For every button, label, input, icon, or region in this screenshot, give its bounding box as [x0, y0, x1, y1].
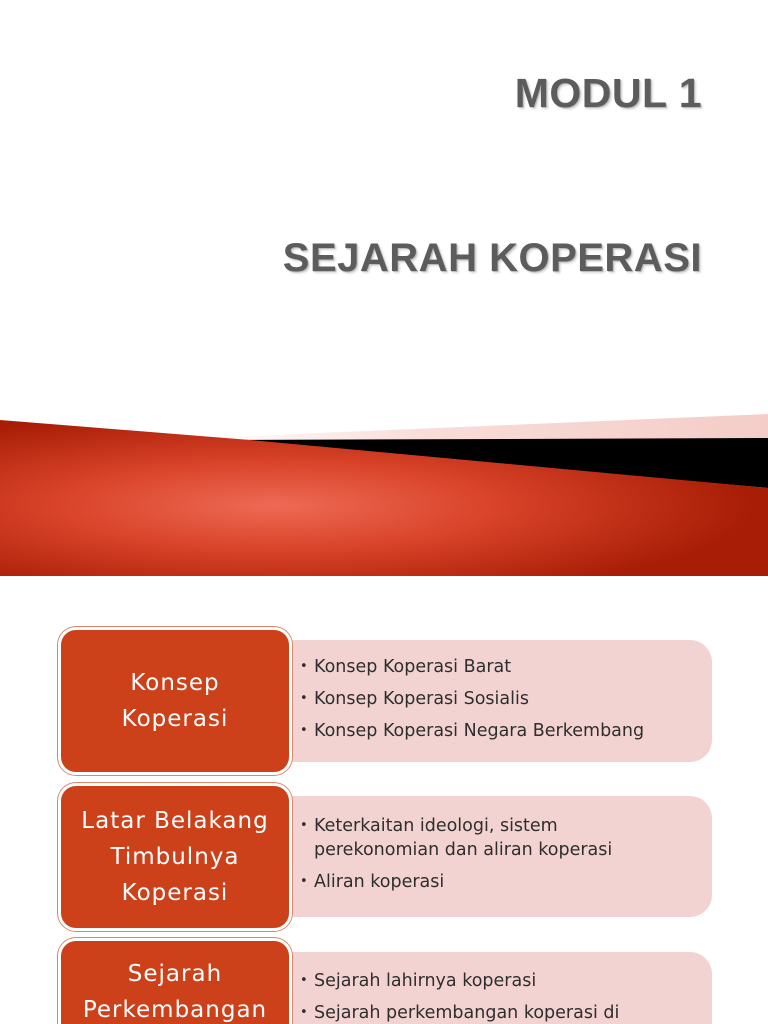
topic-content-box [254, 952, 712, 1024]
list-item: • Konsep Koperasi Negara Berkembang [300, 719, 712, 743]
slide-title: MODUL 1 [514, 70, 702, 116]
decorative-swoosh [0, 410, 768, 576]
topic-label-box [58, 783, 292, 931]
topic-label-box [58, 938, 292, 1024]
content-slide [0, 576, 768, 1024]
list-item: • Konsep Koperasi Barat [300, 655, 712, 679]
list-item: • Sejarah lahirnya koperasi [300, 969, 712, 993]
list-item: • Sejarah perkembangan koperasi di [300, 1001, 712, 1024]
topic-label-box [58, 627, 292, 775]
list-item: • Konsep Koperasi Sosialis [300, 687, 712, 711]
list-item: • Aliran koperasi [300, 870, 712, 894]
topic-label: Sejarah Perkembangan [82, 961, 268, 1023]
slide-subtitle: SEJARAH KOPERASI [282, 236, 702, 280]
topic-label: Latar Belakang Timbulnya Koperasi [81, 808, 269, 906]
topic-content-box [254, 640, 712, 762]
list-item: • Keterkaitan ideologi, sistem perekonomian dan aliran koperasi [300, 814, 712, 862]
topic-label: Konsep Koperasi [121, 670, 229, 732]
topic-content-box [254, 796, 712, 917]
